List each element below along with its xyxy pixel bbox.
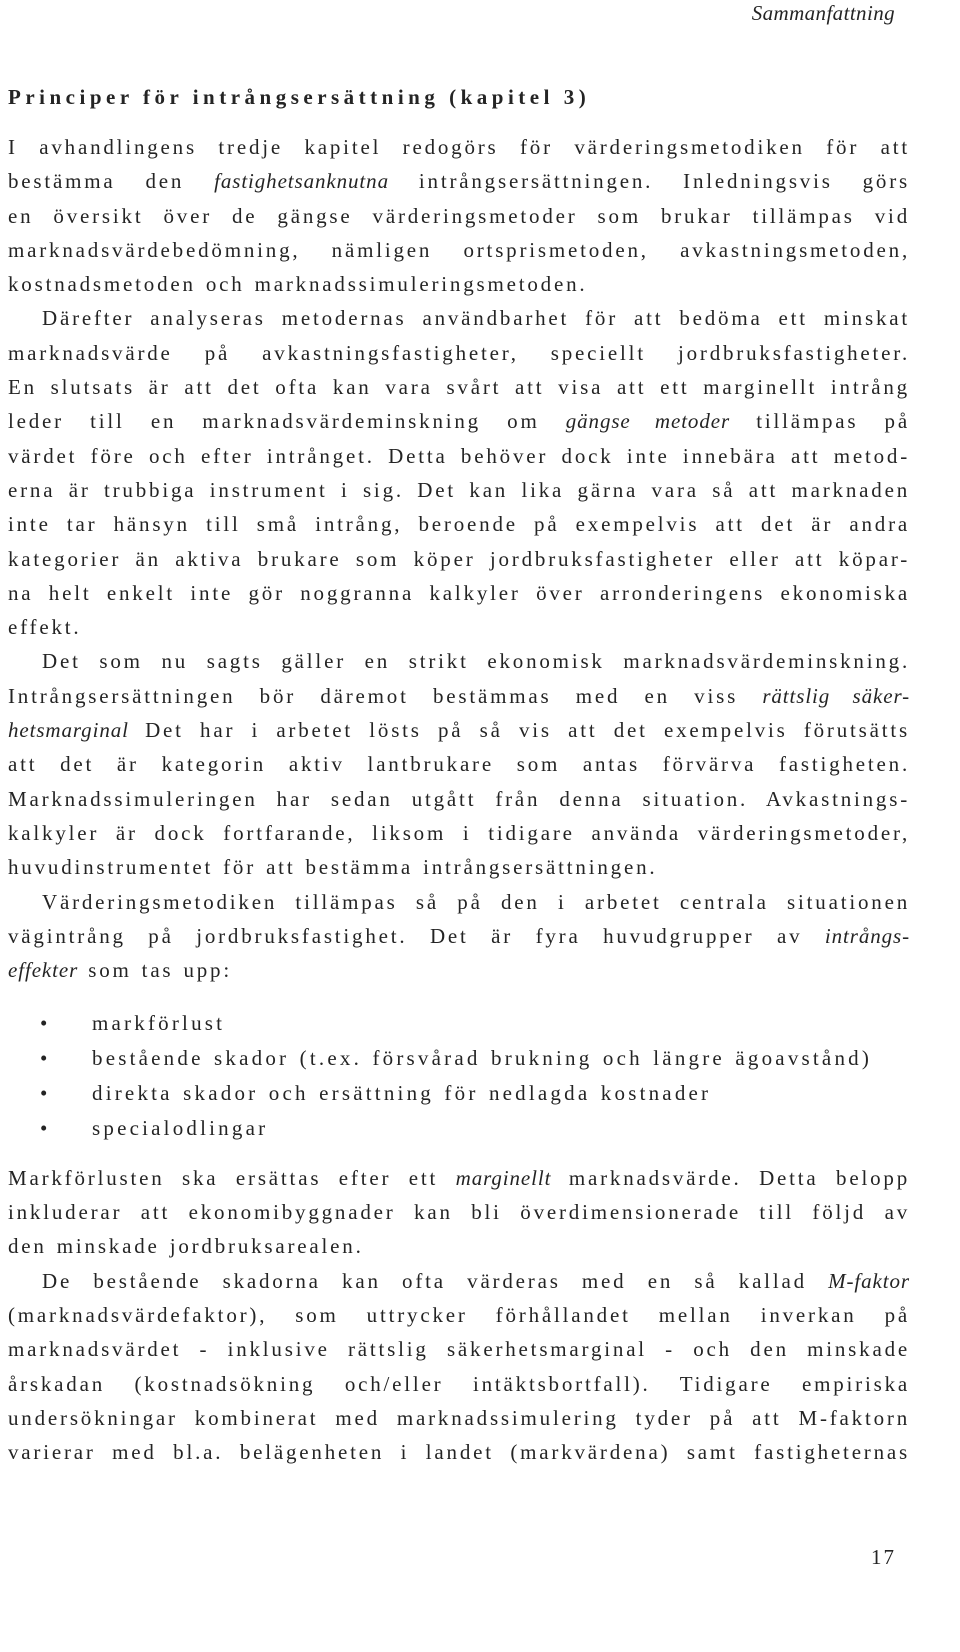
text-line (8, 1264, 910, 1298)
text-segment: årskadan (kostnadsökning och/eller intäktsbortfall). Tidigare empiriska (8, 1371, 910, 1396)
text-line (8, 576, 910, 610)
italic-text: intrångs- (824, 923, 910, 948)
text-line (8, 1195, 910, 1229)
text-segment: att det är kategorin aktiv lantbrukare som antas förvärva fastigheten. (8, 752, 910, 777)
paragraph (8, 1161, 910, 1264)
bullet-list (8, 1006, 910, 1146)
list-item (8, 1041, 910, 1076)
text-segment: Det har i arbetet lösts på så vis att det exempelvis förutsätts (128, 718, 910, 743)
italic-text: hetsmarginal (8, 718, 129, 743)
text-segment: Därefter analyseras metodernas användbarhet för att bedöma ett minskat (42, 306, 910, 331)
bullet-marker: • (40, 1115, 48, 1140)
text-line (8, 1161, 910, 1195)
text-line (8, 919, 910, 953)
text-line (8, 1401, 910, 1435)
text-line (8, 1367, 910, 1401)
text-line (8, 610, 910, 644)
text-line (8, 267, 910, 301)
text-segment: En slutsats är att det ofta kan vara svårt att visa att ett marginellt intrång (8, 375, 910, 400)
list-item (8, 1076, 910, 1111)
text-line (8, 164, 910, 198)
text-segment: marknadsvärde. Detta belopp (551, 1165, 910, 1190)
paragraph (8, 130, 910, 301)
text-line (8, 747, 910, 781)
text-segment: en översikt över de gängse värderingsmetoder som brukar tillämpas vid (8, 203, 910, 228)
list-item-text: markförlust (92, 1010, 226, 1035)
text-line (8, 713, 910, 747)
bullet-marker: • (40, 1045, 48, 1070)
text-line (8, 782, 910, 816)
paragraph (8, 644, 910, 884)
text-segment: Det som nu sagts gäller en strikt ekonomisk marknadsvärdeminskning. (42, 649, 910, 674)
text-segment: marknadsvärdet - inklusive rättslig säkerhetsmarginal - och den minskade (8, 1337, 910, 1362)
text-segment: erna är trubbiga instrument i sig. Det kan lika gärna vara så att marknaden (8, 477, 910, 502)
text-line (8, 644, 910, 678)
paragraph (8, 885, 910, 988)
bullet-marker: • (40, 1010, 48, 1035)
list-item-text: direkta skador och ersättning för nedlagda kostnader (92, 1080, 712, 1105)
bullet-marker: • (40, 1080, 48, 1105)
text-line (8, 679, 910, 713)
text-line (8, 370, 910, 404)
body-text (8, 130, 910, 1469)
text-segment: marknadsvärdebedömning, nämligen ortsprismetoden, avkastningsmetoden, (8, 237, 910, 262)
text-segment: den minskade jordbruksarealen. (8, 1234, 364, 1259)
text-segment: tillämpas på (730, 409, 910, 434)
text-line (8, 473, 910, 507)
italic-text: M-faktor (828, 1268, 910, 1293)
paragraph (8, 301, 910, 644)
text-segment: Intrångsersättningen bör däremot bestämmas med en viss (8, 683, 763, 708)
text-line (8, 199, 910, 233)
text-line (8, 301, 910, 335)
text-segment: effekt. (8, 615, 82, 640)
paragraph (8, 1264, 910, 1470)
italic-text: rättslig säker- (762, 683, 910, 708)
text-segment: kalkyler är dock fortfarande, liksom i tidigare använda värderingsmetoder, (8, 820, 910, 845)
text-line (8, 439, 910, 473)
text-line (8, 953, 910, 987)
text-line (8, 1435, 910, 1469)
text-line (8, 130, 910, 164)
list-item-text: specialodlingar (92, 1115, 269, 1140)
text-segment: huvudinstrumentet för att bestämma intrångsersättningen. (8, 855, 658, 880)
text-segment: varierar med bl.a. belägenheten i landet (markvärdena) samt fastigheternas (8, 1440, 910, 1465)
text-segment: I avhandlingens tredje kapitel redogörs för värderingsmetodiken för att (8, 134, 910, 159)
list-item (8, 1111, 910, 1146)
italic-text: fastighetsanknutna (214, 169, 389, 194)
text-segment: undersökningar kombinerat med marknadssimulering tyder på att M-faktorn (8, 1405, 910, 1430)
text-segment: marknadsvärde på avkastningsfastigheter, speciellt jordbruksfastigheter. (8, 340, 910, 365)
text-segment: (marknadsvärdefaktor), som uttrycker förhållandet mellan inverkan på (8, 1302, 910, 1327)
text-line (8, 1229, 910, 1263)
text-line (8, 885, 910, 919)
italic-text: marginellt (455, 1165, 552, 1190)
text-line (8, 404, 910, 438)
italic-text: gängse metoder (565, 409, 731, 434)
text-segment: De bestående skadorna kan ofta värderas med en så kallad (42, 1268, 829, 1293)
text-segment: vägintrång på jordbruksfastighet. Det är fyra huvudgrupper av (8, 923, 825, 948)
text-segment: Markförlusten ska ersättas efter ett (8, 1165, 456, 1190)
section-heading: Principer för intrångsersättning (kapitel 3) (8, 85, 591, 109)
text-segment: inte tar hänsyn till små intrång, beroende på exempelvis att det är andra (8, 512, 910, 537)
text-line (8, 336, 910, 370)
text-segment: Värderingsmetodiken tillämpas så på den i arbetet centrala situationen (42, 889, 910, 914)
text-segment: Marknadssimuleringen har sedan utgått från denna situation. Avkastnings- (8, 786, 910, 811)
text-line (8, 1332, 910, 1366)
running-header: Sammanfattning (751, 1, 895, 25)
text-line (8, 507, 910, 541)
text-segment: na helt enkelt inte gör noggranna kalkyler över arronderingens ekonomiska (8, 580, 910, 605)
text-segment: kostnadsmetoden och marknadssimuleringsmetoden. (8, 272, 588, 297)
text-line (8, 233, 910, 267)
text-line (8, 850, 910, 884)
page-body (8, 80, 910, 1469)
page-number: 17 (871, 1545, 896, 1569)
text-line (8, 542, 910, 576)
list-item (8, 1006, 910, 1041)
text-segment: bestämma den (8, 169, 215, 194)
text-line (8, 1298, 910, 1332)
italic-text: effekter (8, 958, 79, 983)
text-segment: kategorier än aktiva brukare som köper jordbruksfastigheter eller att köpar- (8, 546, 910, 571)
text-segment: inkluderar att ekonomibyggnader kan bli överdimensionerade till följd av (8, 1200, 910, 1225)
text-line (8, 816, 910, 850)
text-segment: leder till en marknadsvärdeminskning om (8, 409, 566, 434)
text-segment: som tas upp: (78, 958, 232, 983)
text-segment: intrångsersättningen. Inledningsvis görs (388, 169, 910, 194)
list-item-text: bestående skador (t.ex. försvårad brukning och längre ägoavstånd) (92, 1045, 873, 1070)
text-segment: värdet före och efter intrånget. Detta behöver dock inte innebära att metod- (8, 443, 910, 468)
